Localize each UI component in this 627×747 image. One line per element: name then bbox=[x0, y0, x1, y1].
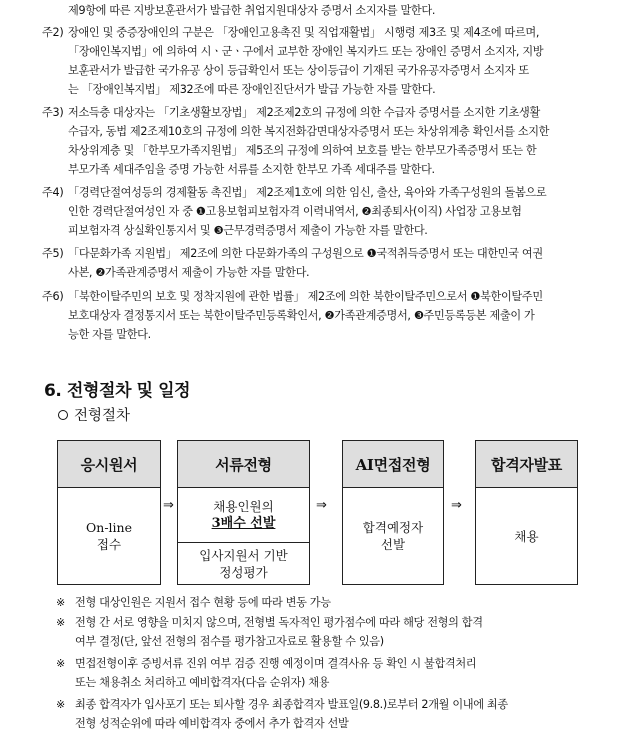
note-2-line-2: 차상위계층 및 「한부모가족지원법」 제5조의 규정에 의하여 보호를 받는 한부모가족증명서 또는 한 bbox=[68, 144, 537, 157]
stage-final-announcement-title: 합격자발표 bbox=[476, 441, 577, 488]
note-2-line-1: 수급자, 동법 제2조제10호의 규정에 의한 복지전화감면대상자증명서 또는 차상위계층 확인서를 소지한 bbox=[68, 125, 550, 138]
stage-application-body bbox=[58, 488, 160, 584]
stage-final-announcement bbox=[475, 440, 578, 585]
stage-document-screening-body-line-1: 정성평가 bbox=[219, 564, 268, 580]
stage-document-screening bbox=[177, 440, 310, 585]
note-2-line-0: 저소득층 대상자는 「기초생활보장법」 제2조제2호의 규정에 의한 수급자 증명서를 소지한 기초생활 bbox=[68, 106, 540, 119]
note-5-line-2: 능한 자를 말한다. bbox=[68, 328, 151, 341]
subsection-title bbox=[58, 404, 130, 425]
note-4-line-0: 「다문화가족 지원법」 제2조에 의한 다문화가족의 구성원으로 ❶국적취득증명서 또는 대한민국 여권 bbox=[68, 247, 543, 260]
footnote-2-line-1: 또는 채용취소 처리하고 예비합격자(다음 순위자) 채용 bbox=[75, 676, 330, 689]
footnote-3-mark: ※ bbox=[56, 698, 66, 711]
note-5-number: 주6) bbox=[42, 290, 64, 303]
stage-ai-interview bbox=[342, 440, 444, 585]
section-title: 6. 전형절차 및 일정 bbox=[44, 381, 191, 401]
note-5-line-0: 「북한이탈주민의 보호 및 정착지원에 관한 법률」 제2조에 의한 북한이탈주민으로서 ❶북한이탈주민 bbox=[68, 290, 543, 303]
note-2-number: 주3) bbox=[42, 106, 64, 119]
note-0-line-0: 제9항에 따른 지방보훈관서가 발급한 취업지원대상자 증명서 소지자를 말한다. bbox=[68, 4, 436, 17]
flow-arrow-1: ⇒ bbox=[163, 498, 174, 513]
footnote-3-line-1: 전형 성적순위에 따라 예비합격자 중에서 추가 합격자 선발 bbox=[75, 717, 349, 730]
flow-arrow-3: ⇒ bbox=[451, 498, 462, 513]
note-1-number: 주2) bbox=[42, 26, 64, 39]
stage-document-screening-selection-line-0: 채용인원의 bbox=[213, 499, 274, 514]
note-3-line-2: 피보험자격 상실확인통지서 및 ❸근무경력증명서 제출이 가능한 자를 말한다. bbox=[68, 224, 428, 237]
stage-final-announcement-body bbox=[476, 488, 577, 584]
note-1-line-3: 는 「장애인복지법」 제32조에 따른 장애인진단서가 발급 가능한 자를 말한다. bbox=[68, 83, 436, 96]
stage-application-body-line-0: On-line bbox=[86, 520, 132, 535]
stage-document-screening-title: 서류전형 bbox=[178, 441, 309, 488]
note-1-line-1: 「장애인복지법」에 의하여 시ㆍ군ㆍ구에서 교부한 장애인 복지카드 또는 장애인 증명서 소지자, 지방 bbox=[68, 45, 544, 58]
note-4-line-1: 사본, ❷가족관계증명서 제출이 가능한 자를 말한다. bbox=[68, 266, 310, 279]
stage-ai-interview-body bbox=[343, 488, 443, 584]
footnote-1-mark: ※ bbox=[56, 616, 66, 629]
footnote-1-line-0: 전형 간 서로 영향을 미치지 않으며, 전형별 독자적인 평가점수에 따라 해당 전형의 합격 bbox=[75, 616, 483, 629]
footnote-3-line-0: 최종 합격자가 입사포기 또는 퇴사할 경우 최종합격자 발표일(9.8.)로부터 2개월 이내에 최종 bbox=[75, 698, 508, 711]
note-4-number: 주5) bbox=[42, 247, 64, 260]
note-3-line-1: 인한 경력단절여성인 자 중 ❶고용보험피보험자격 이력내역서, ❷최종퇴사(이직) 사업장 고용보험 bbox=[68, 205, 522, 218]
stage-application bbox=[57, 440, 161, 585]
footnote-0-line-0: 전형 대상인원은 지원서 접수 현황 등에 따라 변동 가능 bbox=[75, 596, 331, 609]
stage-document-screening-body bbox=[178, 543, 309, 584]
note-1-line-2: 보훈관서가 발급한 국가유공 상이 등급확인서 또는 상이등급이 기재된 국가유공자증명서 소지자 또 bbox=[68, 64, 529, 77]
stage-final-announcement-body-line-0: 채용 bbox=[514, 528, 539, 544]
footnote-0-mark: ※ bbox=[56, 596, 66, 609]
flow-arrow-2: ⇒ bbox=[316, 498, 327, 513]
stage-document-screening-selection bbox=[178, 488, 309, 543]
stage-ai-interview-body-line-0: 합격예정자 bbox=[362, 520, 424, 535]
stage-application-title: 응시원서 bbox=[58, 441, 160, 488]
note-3-line-0: 「경력단절여성등의 경제활동 촉진법」 제2조제1호에 의한 임신, 출산, 육아와 가족구성원의 돌봄으로 bbox=[68, 186, 547, 199]
note-3-number: 주4) bbox=[42, 186, 64, 199]
footnote-1-line-1: 여부 결정(단, 앞선 전형의 점수를 평가참고자료로 활용할 수 있음) bbox=[75, 635, 384, 648]
stage-ai-interview-body-line-1: 선발 bbox=[380, 537, 406, 552]
stage-application-body-line-1: 접수 bbox=[96, 537, 122, 552]
footnote-2-mark: ※ bbox=[56, 657, 66, 670]
subsection-title-text: 전형절차 bbox=[74, 408, 131, 424]
stage-document-screening-selection-line-1: 3배수 선발 bbox=[211, 516, 276, 531]
note-5-line-1: 보호대상자 결정통지서 또는 북한이탈주민등록확인서, ❷가족관계증명서, ❸주민등록등본 제출이 가 bbox=[68, 309, 535, 322]
footnote-2-line-0: 면접전형이후 증빙서류 진위 여부 검증 진행 예정이며 결격사유 등 확인 시 불합격처리 bbox=[75, 657, 477, 670]
note-2-line-3: 부모가족 세대주임을 증명 가능한 서류를 소지한 한부모 가족 세대주를 말한다. bbox=[68, 163, 435, 176]
note-1-line-0: 장애인 및 중증장애인의 구분은 「장애인고용촉진 및 직업재활법」 시행령 제3조 및 제4조에 따르며, bbox=[68, 26, 540, 39]
stage-document-screening-body-line-0: 입사지원서 기반 bbox=[199, 547, 288, 563]
hollow-circle-bullet-icon bbox=[58, 410, 68, 420]
stage-ai-interview-title: AI면접전형 bbox=[343, 441, 443, 488]
